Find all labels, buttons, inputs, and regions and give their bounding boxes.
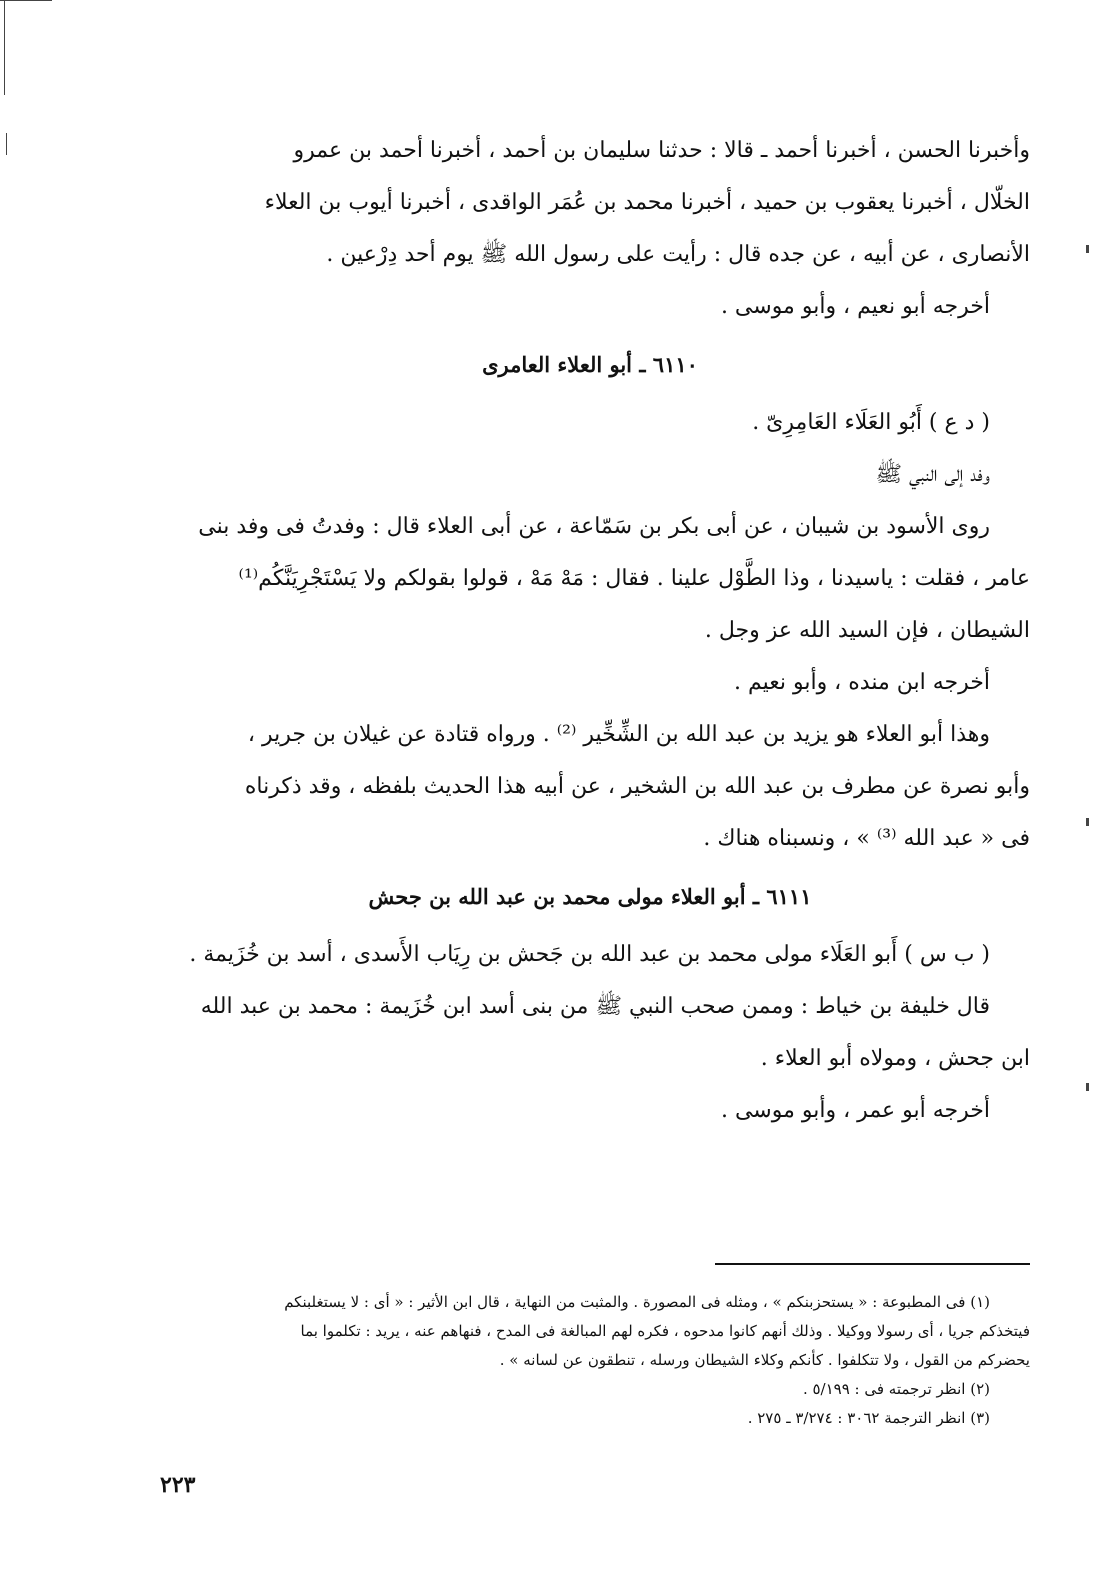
footnote-separator (715, 1263, 1030, 1265)
entry-codes-line: ( ب س ) أَبو العَلَاء مولى محمد بن عبد الله بن جَحش بن رِيَاب الأَسدى ، أسد بن خُزَيمة . (189, 942, 990, 967)
entry-heading-6110: ٦١١٠ ـ أبو العلاء العامرى (482, 352, 698, 377)
footnote-line: (١) فى المطبوعة : « يستحزبنكم » ، ومثله فى المصورة . والمثبت من النهاية ، قال ابن الأثير : « أى : لا يستغلبنكم (284, 1293, 990, 1311)
footnotes (150, 1288, 1030, 1433)
footnote-line: يحضركم من القول ، ولا تتكلفوا . كأنكم وكلاء الشيطان ورسله ، تنطقون عن لسانه » . (499, 1351, 1030, 1369)
body-line: الشيطان ، فإن السيد الله عز وجل . (704, 618, 1030, 643)
body-line: روى الأسود بن شيبان ، عن أبى بكر بن سَمّاعة ، عن أبى العلاء قال : وفدتُ فى وفد بنى (198, 514, 990, 539)
takhrij-line: أخرجه أبو عمر ، وأبو موسى . (720, 1098, 990, 1123)
body-line: قال خليفة بن خياط : وممن صحب النبي ﷺ من بنى أسد ابن خُزَيمة : محمد بن عبد الله (200, 994, 990, 1019)
entry-heading-6111: ٦١١١ ـ أبو العلاء مولى محمد بن عبد الله بن جحش (368, 884, 812, 909)
scan-edge-mark (1086, 1083, 1089, 1091)
body-line: فى « عبد الله ⁽³⁾ » ، ونسبناه هناك . (703, 826, 1030, 851)
body-line: وأبو نصرة عن مطرف بن عبد الله بن الشخير ، عن أبيه هذا الحديث بلفظه ، وقد ذكرناه (244, 774, 1030, 799)
takhrij-line: أخرجه أبو نعيم ، وأبو موسى . (720, 294, 990, 319)
body-line: عامر ، فقلت : ياسيدنا ، وذا الطَّوْل علينا . فقال : مَهْ مَهْ ، قولوا بقولكم ولا يَسْتَجْرِيَنَّكُم⁽¹⁾ (238, 566, 1030, 591)
footnote-line: فيتخذكم جريا ، أى رسولا ووكيلا . وذلك أنهم كانوا مدحوه ، فكره لهم المبالغة فى المدح ، فنهاهم عنه ، يريد : تكلموا بما (300, 1322, 1030, 1340)
scan-edge-mark (1086, 245, 1089, 253)
scan-edge-mark (6, 133, 7, 155)
wafd-line: وفد إلى النبي ﷺ (875, 462, 990, 487)
takhrij-line: أخرجه ابن منده ، وأبو نعيم . (733, 670, 990, 695)
scan-edge-mark (1086, 818, 1089, 826)
body-line: وهذا أبو العلاء هو يزيد بن عبد الله بن الشِّخِّير ⁽²⁾ . ورواه قتادة عن غيلان بن جرير ، (247, 722, 990, 747)
body-line: الأنصارى ، عن أبيه ، عن جده قال : رأيت على رسول الله ﷺ يوم أحد دِرْعين . (326, 242, 1030, 267)
footnote-line: (٢) انظر ترجمته فى : ٥/١٩٩ . (802, 1380, 990, 1398)
body-line: ابن جحش ، ومولاه أبو العلاء . (760, 1046, 1030, 1071)
body-line: وأخبرنا الحسن ، أخبرنا أحمد ـ قالا : حدثنا سليمان بن أحمد ، أخبرنا أحمد بن عمرو (293, 138, 1030, 163)
page-number: ٢٢٣ (160, 1472, 196, 1498)
scan-edge-top (0, 0, 52, 1)
body-line: الخلّال ، أخبرنا يعقوب بن حميد ، أخبرنا محمد بن عُمَر الواقدى ، أخبرنا أيوب بن العلاء (264, 190, 1030, 215)
footnote-line: (٣) انظر الترجمة ٣٠٦٢ : ٣/٢٧٤ ـ ٢٧٥ . (747, 1409, 990, 1427)
entry-codes-line: ( د ع ) أَبُو العَلَاء العَامِرِىّ . (752, 410, 990, 435)
scan-edge-left (4, 0, 5, 95)
page-body (150, 125, 1030, 1137)
